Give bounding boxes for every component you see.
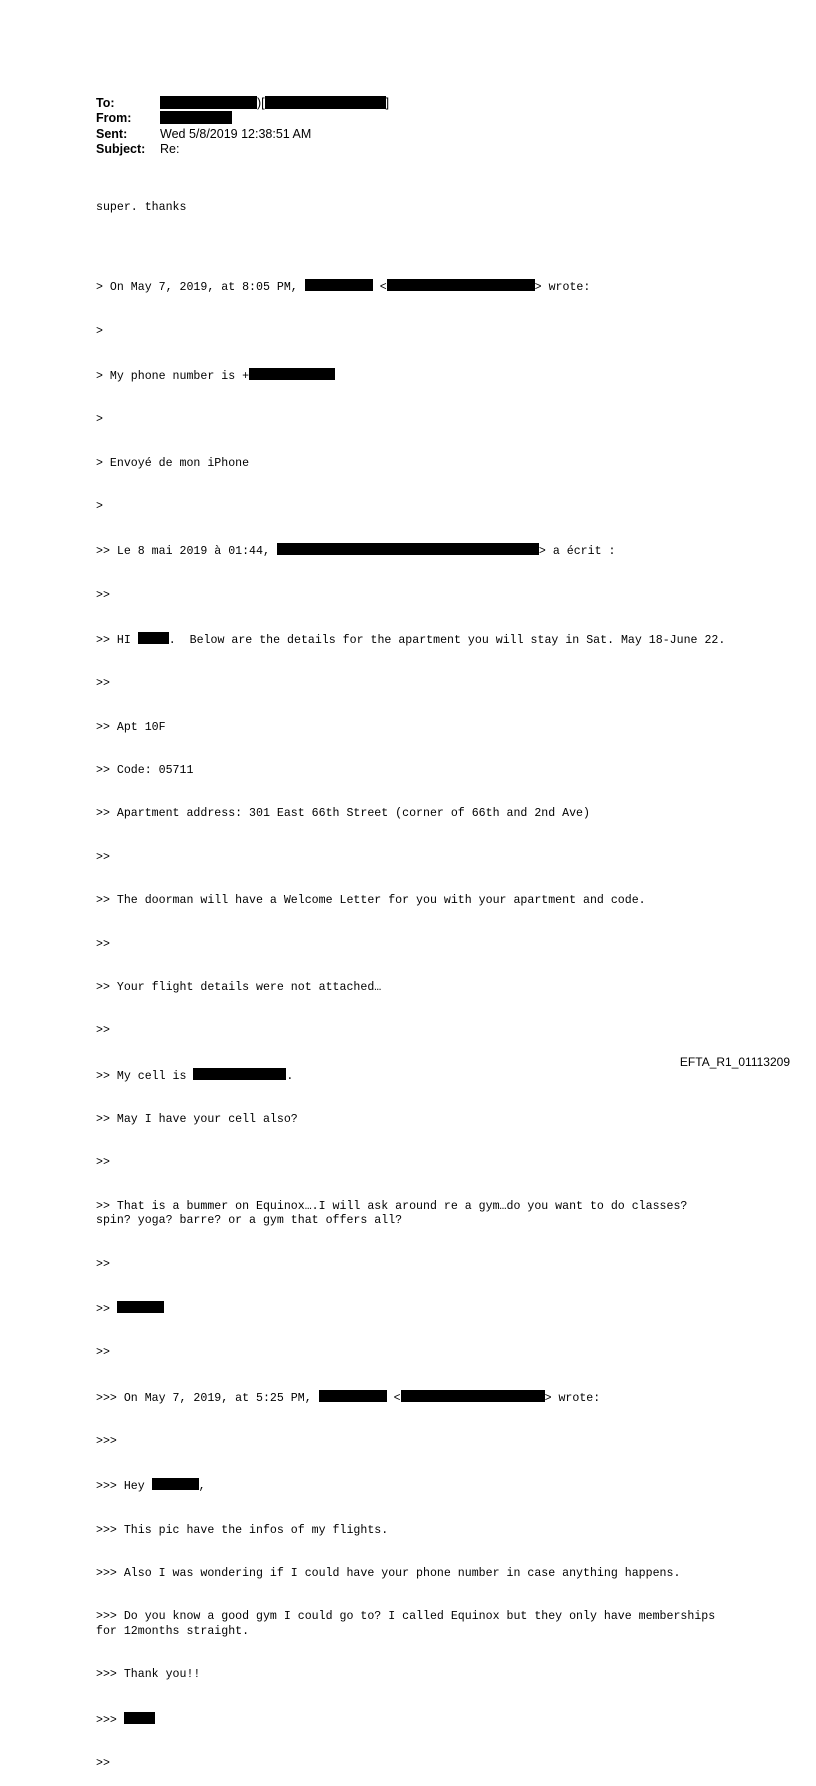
quoted-line: >>> [96, 1434, 117, 1448]
quoted-line: >> [96, 1301, 736, 1317]
quoted-line: >> [96, 1156, 110, 1170]
to-separator: )[ [257, 96, 265, 110]
redaction-box [160, 96, 257, 109]
subject-value: Re: [160, 141, 180, 156]
quoted-line: >> [96, 937, 110, 951]
subject-label: Subject: [96, 141, 146, 156]
quoted-line: >>> Also I was wondering if I could have your phone number in case anything happens. [96, 1567, 681, 1581]
quoted-line: >>> Hey , [96, 1480, 206, 1494]
sent-label: Sent: [96, 126, 128, 141]
email-body [96, 172, 736, 1786]
quoted-line: >> [96, 1257, 110, 1271]
quoted-line: >> [96, 1024, 110, 1038]
quoted-line: >> [96, 588, 110, 602]
redaction-box [138, 632, 169, 644]
quoted-line: > [96, 499, 103, 513]
quoted-line: >> The doorman will have a Welcome Letter for you with your apartment and code. [96, 894, 646, 908]
quoted-line: >> Apartment address: 301 East 66th Street (corner of 66th and 2nd Ave) [96, 807, 590, 821]
quoted-line: >> [96, 1346, 110, 1360]
quoted-line: >> Your flight details were not attached… [96, 980, 382, 994]
quoted-line: >> [96, 850, 110, 864]
quoted-line: >> My cell is . [96, 1069, 294, 1083]
redaction-box [124, 1712, 155, 1724]
reply-text: super. thanks [96, 200, 187, 214]
quoted-line: >> Code: 05711 [96, 764, 194, 778]
redaction-box [249, 368, 335, 380]
redaction-box [305, 279, 373, 291]
quoted-line: >> Le 8 mai 2019 à 01:44, > a écrit : [96, 545, 616, 559]
quoted-line: >> [96, 677, 110, 691]
redaction-box [319, 1390, 387, 1402]
quoted-line: > [96, 324, 103, 338]
quoted-line: >>> [96, 1712, 736, 1728]
quoted-line: >>> Thank you!! [96, 1668, 201, 1682]
quoted-line: >> That is a bummer on Equinox….I will ask around re a gym…do you want to do classes? spin? yoga? barre? or a gym that offers all? [96, 1199, 702, 1228]
redaction-box [401, 1390, 545, 1402]
quoted-line: >> Apt 10F [96, 720, 166, 734]
quoted-line: >> [96, 1756, 110, 1770]
quoted-line: >>> This pic have the infos of my flights. [96, 1523, 389, 1537]
redaction-box [387, 279, 535, 291]
redaction-box [193, 1068, 286, 1080]
quoted-line: > Envoyé de mon iPhone [96, 456, 250, 470]
quoted-line: >>> On May 7, 2019, at 5:25 PM, < > wrote: [96, 1391, 601, 1405]
to-separator-end: ] [385, 96, 390, 110]
redaction-box [152, 1478, 199, 1490]
quoted-line: >> May I have your cell also? [96, 1113, 298, 1126]
to-label: To: [96, 96, 115, 110]
redaction-box [117, 1301, 164, 1313]
redaction-box [277, 543, 539, 555]
quoted-line: > [96, 413, 103, 427]
quoted-line: > On May 7, 2019, at 8:05 PM, < > wrote: [96, 281, 591, 295]
quoted-line: >>> Do you know a good gym I could go to? I called Equinox but they only have memberships for 12months straight. [96, 1610, 723, 1638]
document-id-footer: EFTA_R1_01113209 [679, 1055, 790, 1069]
quoted-line: >> HI . Below are the details for the apartment you will stay in Sat. May 18-June 22. [96, 634, 726, 648]
from-label: From: [96, 111, 132, 126]
redaction-box [265, 96, 386, 109]
quoted-line: > My phone number is + [96, 368, 736, 384]
redaction-box [160, 111, 232, 124]
sent-value: Wed 5/8/2019 12:38:51 AM [160, 126, 312, 141]
